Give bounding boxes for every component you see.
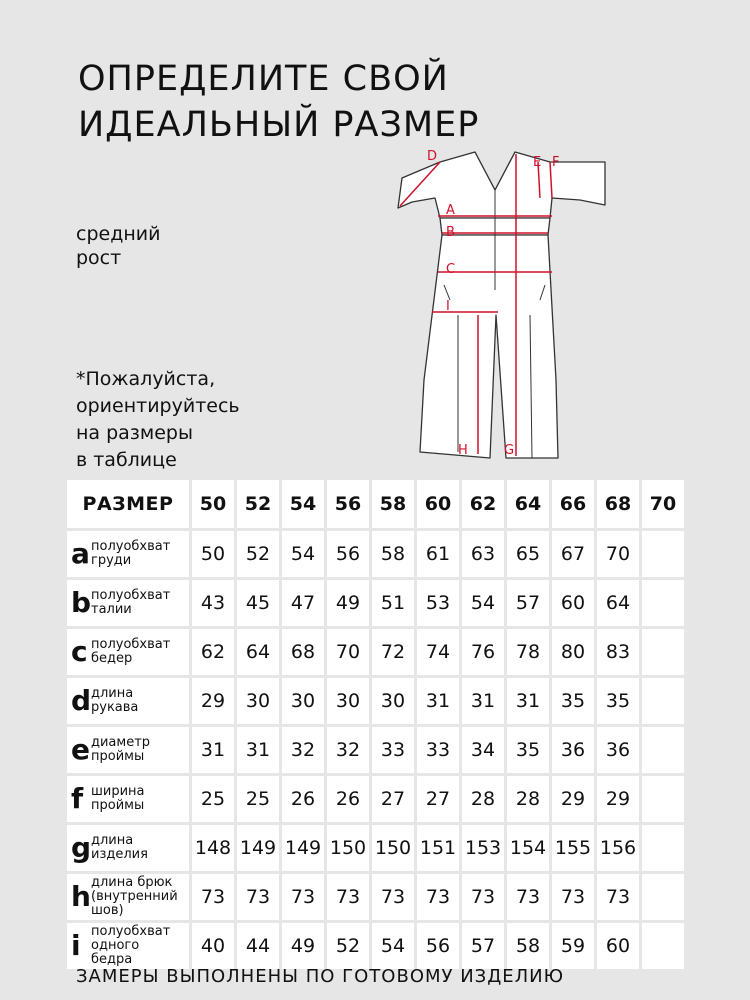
measurement-value: 74 (417, 629, 459, 675)
measurement-value: 73 (192, 874, 234, 920)
measurement-value: 47 (282, 580, 324, 626)
measurement-value: 40 (192, 923, 234, 969)
measurement-name-line: длина (91, 686, 134, 701)
measurement-name-line: полуобхват (91, 539, 171, 554)
diagram-label-i: I (446, 299, 450, 314)
diagram-label-b: B (446, 225, 455, 240)
measurement-label-cell (67, 825, 189, 871)
measurement-value: 73 (327, 874, 369, 920)
measurement-value (642, 531, 684, 577)
size-header-cell: 62 (462, 480, 504, 528)
measurement-value: 76 (462, 629, 504, 675)
measurement-name-line: длина брюк (91, 875, 173, 890)
measurement-name (91, 925, 170, 967)
measurement-name-line: полуобхват (91, 924, 171, 939)
measurement-value: 73 (552, 874, 594, 920)
measurement-value (642, 629, 684, 675)
measurement-label-cell (67, 776, 189, 822)
diagram-label-d: D (427, 149, 438, 164)
advice-line: в таблице (76, 449, 177, 471)
measurement-letter: h (71, 880, 91, 913)
measurement-value (642, 874, 684, 920)
measurement-value: 31 (192, 727, 234, 773)
measurement-value: 25 (192, 776, 234, 822)
size-header-cell: 64 (507, 480, 549, 528)
measurement-value: 44 (237, 923, 279, 969)
measurement-value: 30 (237, 678, 279, 724)
measurement-value: 29 (597, 776, 639, 822)
measurement-letter: a (71, 537, 90, 570)
measurement-value: 28 (462, 776, 504, 822)
measurement-row (67, 825, 684, 871)
measurement-value: 65 (507, 531, 549, 577)
measurement-name-line: проймы (91, 749, 145, 764)
measurement-name (91, 540, 170, 568)
measurement-name-line: бедра (91, 952, 133, 967)
measurement-value: 73 (282, 874, 324, 920)
measurement-value: 70 (597, 531, 639, 577)
measurement-value: 49 (327, 580, 369, 626)
measurement-value: 31 (417, 678, 459, 724)
measurement-value: 35 (552, 678, 594, 724)
measurement-name-line: талии (91, 602, 132, 617)
measurement-value: 27 (372, 776, 414, 822)
measurement-value: 150 (327, 825, 369, 871)
measurement-name (91, 589, 170, 617)
height-note (76, 222, 160, 270)
measurement-value: 45 (237, 580, 279, 626)
measurement-letter: g (71, 831, 92, 864)
measurement-value: 58 (372, 531, 414, 577)
measurement-value (642, 678, 684, 724)
measurement-value: 31 (462, 678, 504, 724)
measurement-value (642, 776, 684, 822)
measurement-value: 73 (462, 874, 504, 920)
measurement-value: 57 (462, 923, 504, 969)
jumpsuit-diagram (380, 140, 620, 470)
size-header-cell: 50 (192, 480, 234, 528)
measurement-name-line: груди (91, 553, 132, 568)
measurement-value: 43 (192, 580, 234, 626)
advice-line: ориентируйтесь (76, 395, 240, 417)
measurement-letter: e (71, 733, 90, 766)
measurement-name-line: длина (91, 833, 134, 848)
measurement-value: 73 (507, 874, 549, 920)
measurement-value: 154 (507, 825, 549, 871)
measurement-name-line: проймы (91, 798, 145, 813)
measurement-value: 67 (552, 531, 594, 577)
measurement-label-cell (67, 629, 189, 675)
measurement-value: 149 (237, 825, 279, 871)
measurement-value: 57 (507, 580, 549, 626)
measurement-row (67, 727, 684, 773)
size-header-cell: 52 (237, 480, 279, 528)
measurement-row (67, 678, 684, 724)
measurement-value: 32 (327, 727, 369, 773)
measurement-name (91, 785, 145, 813)
measurement-row (67, 776, 684, 822)
footer-note: ЗАМЕРЫ ВЫПОЛНЕНЫ ПО ГОТОВОМУ ИЗДЕЛИЮ (76, 966, 565, 987)
measurement-value: 29 (552, 776, 594, 822)
measurement-label-cell (67, 727, 189, 773)
measurement-value: 31 (237, 727, 279, 773)
measurement-value: 83 (597, 629, 639, 675)
measurement-name-line: шов) (91, 903, 124, 918)
measurement-value: 150 (372, 825, 414, 871)
measurement-label-cell (67, 580, 189, 626)
measurement-value: 58 (507, 923, 549, 969)
size-header-cell: 58 (372, 480, 414, 528)
measurement-value: 25 (237, 776, 279, 822)
measurement-value: 52 (237, 531, 279, 577)
measurement-letter: b (71, 586, 92, 619)
measurement-value: 73 (237, 874, 279, 920)
size-header-cell: 56 (327, 480, 369, 528)
measurement-label-cell (67, 874, 189, 920)
size-header-cell: 70 (642, 480, 684, 528)
measurement-value: 36 (597, 727, 639, 773)
advice-note (76, 366, 240, 474)
measurement-value: 56 (327, 531, 369, 577)
measurement-value: 33 (372, 727, 414, 773)
measurement-value: 153 (462, 825, 504, 871)
measurement-value: 70 (327, 629, 369, 675)
title-line: ИДЕАЛЬНЫЙ РАЗМЕР (78, 105, 480, 145)
size-header-cell: 68 (597, 480, 639, 528)
measurement-value: 29 (192, 678, 234, 724)
diagram-label-e: E (533, 155, 542, 170)
measurement-value (642, 825, 684, 871)
measurement-value (642, 923, 684, 969)
measurement-value: 54 (282, 531, 324, 577)
measurement-value: 148 (192, 825, 234, 871)
measurement-value: 64 (237, 629, 279, 675)
measurement-value: 30 (282, 678, 324, 724)
size-header-cell: 54 (282, 480, 324, 528)
size-header-label: РАЗМЕР (67, 480, 189, 528)
measurement-value: 54 (462, 580, 504, 626)
measurement-label-cell (67, 678, 189, 724)
measurement-name-line: полуобхват (91, 588, 171, 603)
measurement-value: 26 (327, 776, 369, 822)
measurement-name-line: бедер (91, 651, 133, 666)
measurement-value: 64 (597, 580, 639, 626)
height-note-line: рост (76, 247, 122, 269)
measurement-value: 31 (507, 678, 549, 724)
measurement-name-line: полуобхват (91, 637, 171, 652)
title-line: ОПРЕДЕЛИТЕ СВОЙ (78, 59, 449, 99)
measurement-label-cell (67, 531, 189, 577)
measurement-name (91, 876, 178, 918)
measurement-name (91, 834, 148, 862)
measurement-value: 51 (372, 580, 414, 626)
measurement-value: 63 (462, 531, 504, 577)
measurement-name-line: диаметр (91, 735, 151, 750)
size-header-cell: 66 (552, 480, 594, 528)
advice-line: *Пожалуйста, (76, 368, 216, 390)
size-table (64, 477, 687, 972)
measurement-value: 80 (552, 629, 594, 675)
measurement-value: 27 (417, 776, 459, 822)
measurement-value: 149 (282, 825, 324, 871)
measurement-value: 28 (507, 776, 549, 822)
measurement-row (67, 531, 684, 577)
measurement-value: 155 (552, 825, 594, 871)
measurement-name-line: изделия (91, 847, 148, 862)
measurement-value: 35 (507, 727, 549, 773)
measurement-value: 61 (417, 531, 459, 577)
jumpsuit-pants (420, 235, 558, 458)
measurement-value: 60 (552, 580, 594, 626)
measurement-letter: d (71, 684, 92, 717)
measurement-value: 151 (417, 825, 459, 871)
measurement-value: 35 (597, 678, 639, 724)
measurement-value: 26 (282, 776, 324, 822)
measurement-value: 49 (282, 923, 324, 969)
diagram-label-f: F (552, 155, 560, 170)
measurement-value: 78 (507, 629, 549, 675)
measurement-value: 50 (192, 531, 234, 577)
diagram-label-h: H (458, 443, 468, 458)
size-header-cell: 60 (417, 480, 459, 528)
measurement-value: 56 (417, 923, 459, 969)
height-note-line: средний (76, 223, 161, 245)
measurement-label-cell (67, 923, 189, 969)
measurement-row (67, 580, 684, 626)
measurement-name (91, 638, 170, 666)
measurement-value: 59 (552, 923, 594, 969)
measurement-value: 34 (462, 727, 504, 773)
measurement-value: 60 (597, 923, 639, 969)
measurement-value: 53 (417, 580, 459, 626)
measurement-value: 73 (417, 874, 459, 920)
diagram-label-c: C (446, 262, 456, 277)
measurement-value: 30 (372, 678, 414, 724)
measurement-row (67, 874, 684, 920)
measurement-value: 30 (327, 678, 369, 724)
measurement-value: 62 (192, 629, 234, 675)
measurement-value: 36 (552, 727, 594, 773)
measurement-row (67, 629, 684, 675)
size-header-row (67, 480, 684, 528)
measurement-letter: f (71, 782, 84, 815)
measurement-value: 32 (282, 727, 324, 773)
measurement-value: 54 (372, 923, 414, 969)
measurement-letter: i (71, 929, 81, 962)
measurement-value (642, 580, 684, 626)
measurement-value (642, 727, 684, 773)
measurement-name-line: (внутренний (91, 889, 178, 904)
diagram-label-g: G (504, 443, 515, 458)
measurement-letter: c (71, 635, 88, 668)
measurement-value: 52 (327, 923, 369, 969)
page-title (78, 56, 479, 148)
measurement-value: 73 (597, 874, 639, 920)
measurement-name (91, 687, 138, 715)
measurement-value: 68 (282, 629, 324, 675)
measurement-value: 73 (372, 874, 414, 920)
measurement-name-line: рукава (91, 700, 139, 715)
measurement-name-line: одного (91, 938, 140, 953)
advice-line: на размеры (76, 422, 193, 444)
measurement-value: 156 (597, 825, 639, 871)
measurement-value: 33 (417, 727, 459, 773)
measurement-value: 72 (372, 629, 414, 675)
measurement-name-line: ширина (91, 784, 145, 799)
measurement-row (67, 923, 684, 969)
measurement-name (91, 736, 150, 764)
diagram-label-a: A (446, 203, 455, 218)
